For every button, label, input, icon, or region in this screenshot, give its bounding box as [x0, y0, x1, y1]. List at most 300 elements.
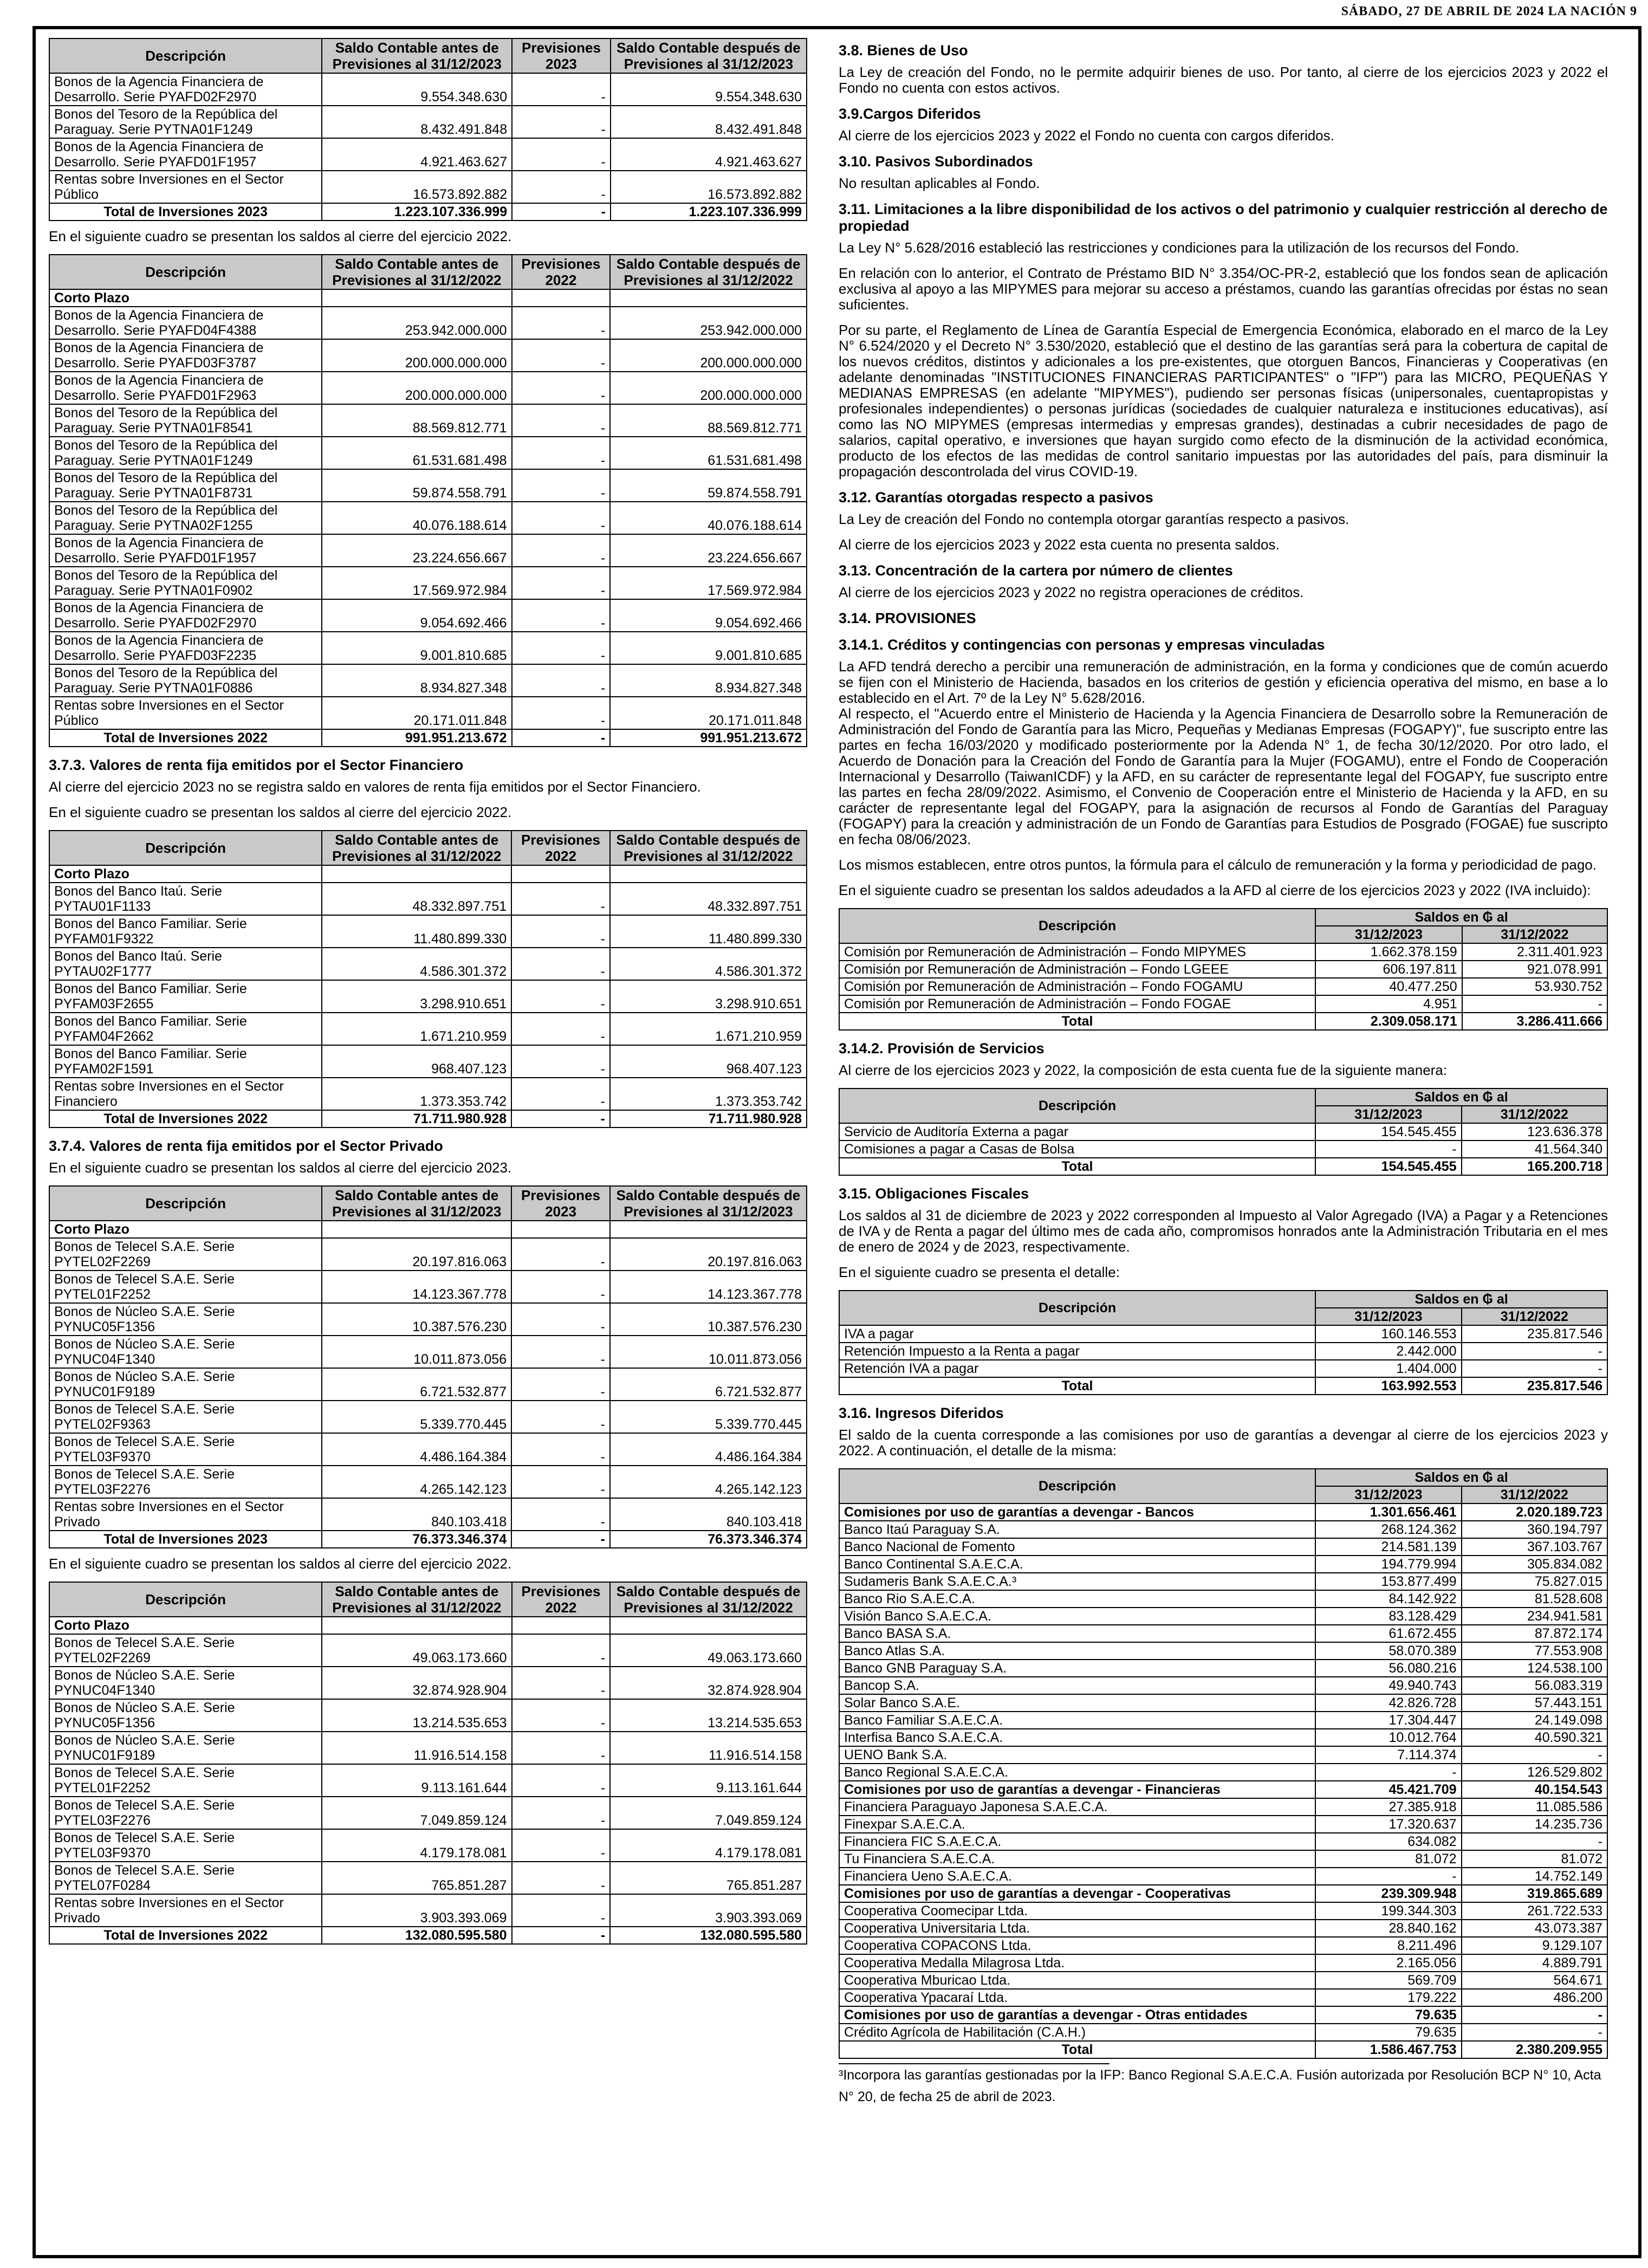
table-private-sector-2022	[49, 1582, 807, 1945]
column-header: Descripción	[49, 1186, 322, 1221]
table-cell: 40.154.543	[1462, 1781, 1607, 1798]
table-cell: 77.553.908	[1462, 1642, 1607, 1660]
section-heading-3-10: 3.10. Pasivos Subordinados	[839, 153, 1033, 170]
table-cell: Bonos del Tesoro de la República del Paraguay. Serie PYTNA01F8541	[49, 404, 322, 437]
table-cell: -	[512, 307, 611, 339]
total-cell: 1.586.467.753	[1315, 2041, 1461, 2058]
section-heading-3-12: 3.12. Garantías otorgadas respecto a pasivos	[839, 489, 1153, 506]
table-cell: 8.432.491.848	[611, 106, 807, 138]
table-row	[839, 1608, 1607, 1625]
table-cell: 53.930.752	[1462, 978, 1607, 995]
table-cell: 17.320.637	[1315, 1816, 1461, 1833]
table-cell: Financiera FIC S.A.E.C.A.	[839, 1833, 1315, 1850]
table-cell: -	[511, 883, 610, 915]
table-cell: 83.128.429	[1315, 1608, 1461, 1625]
data-table	[839, 908, 1608, 1031]
table-cell: 81.072	[1315, 1850, 1461, 1868]
paragraph: La Ley N° 5.628/2016 estableció las restricciones y condiciones para la utilización de los recursos del Fondo.	[839, 239, 1520, 256]
table-row	[839, 1325, 1607, 1343]
table-row	[839, 1123, 1607, 1141]
table-row	[839, 1954, 1607, 1972]
table-cell: 17.569.972.984	[322, 567, 511, 599]
table-cell: 840.103.418	[610, 1498, 807, 1531]
table-row	[49, 1013, 807, 1045]
column-header-date-2023: 31/12/2023	[1315, 926, 1462, 943]
table-cell: Tu Financiera S.A.E.C.A.	[839, 1850, 1315, 1868]
column-header-group: Saldos en ₲ al	[1315, 1088, 1607, 1106]
table-cell: -	[512, 1797, 611, 1829]
table-cell: 253.942.000.000	[322, 307, 511, 339]
table-header-row	[49, 831, 807, 865]
table-row	[839, 1141, 1607, 1158]
table-cell: 569.709	[1315, 1972, 1461, 1989]
table-row	[49, 171, 807, 203]
paragraph: Los mismos establecen, entre otros puntos, la fórmula para el cálculo de remuneración y la forma y periodicidad de pago.	[839, 857, 1597, 873]
table-row	[839, 1521, 1607, 1538]
table-cell: IVA a pagar	[839, 1325, 1315, 1343]
table-row	[839, 1746, 1607, 1764]
table-cell: 4.921.463.627	[611, 138, 807, 171]
table-cell: 765.851.287	[322, 1862, 511, 1894]
table-cell: 634.082	[1315, 1833, 1461, 1850]
table-cell: -	[512, 1699, 611, 1732]
column-header-group: Saldos en ₲ al	[1315, 1291, 1607, 1308]
table-header-row	[839, 909, 1607, 926]
table-cell: -	[511, 1336, 610, 1368]
section-heading-3-11: 3.11. Limitaciones a la libre disponibilidad de los activos o del patrimonio y cualquier restricción al derecho de propiedad	[839, 201, 1608, 234]
table-cell: 10.387.576.230	[610, 1303, 807, 1336]
table-cell: Rentas sobre Inversiones en el Sector Público	[49, 171, 322, 203]
table-header-row	[49, 255, 807, 289]
paragraph: Al cierre del ejercicio 2023 no se registra saldo en valores de renta fija emitidos por el Sector Financiero.	[49, 779, 701, 795]
table-cell: Comisiones a pagar a Casas de Bolsa	[839, 1141, 1315, 1158]
table-row	[839, 1573, 1607, 1590]
table-cell: Banco Regional S.A.E.C.A.	[839, 1764, 1315, 1781]
table-cell: 45.421.709	[1315, 1781, 1461, 1798]
total-cell: 991.951.213.672	[610, 729, 807, 747]
empty-cell	[610, 865, 807, 883]
table-cell: 5.339.770.445	[322, 1401, 511, 1433]
column-header: Descripción	[49, 831, 322, 865]
table-row	[839, 943, 1607, 961]
table-cell: 56.080.216	[1315, 1660, 1461, 1677]
table-cell: -	[512, 437, 611, 469]
table-cell: -	[511, 1401, 610, 1433]
table-row	[49, 948, 807, 980]
column-header: Previsiones 2022	[511, 831, 610, 865]
table-cell: Comisiones por uso de garantías a devengar - Otras entidades	[839, 2006, 1315, 2024]
table-row	[839, 1798, 1607, 1816]
table-cell: 11.480.899.330	[322, 915, 511, 948]
total-cell: Total	[839, 1158, 1315, 1175]
table-row	[49, 632, 807, 664]
table-cell: 61.531.681.498	[322, 437, 511, 469]
section-heading-3-15: 3.15. Obligaciones Fiscales	[839, 1185, 1029, 1202]
table-row	[839, 1937, 1607, 1954]
table-cell: Comisión por Remuneración de Administración – Fondo FOGAE	[839, 995, 1315, 1013]
table-cell: 123.636.378	[1462, 1123, 1607, 1141]
table-cell: Banco Atlas S.A.	[839, 1642, 1315, 1660]
table-row	[839, 1694, 1607, 1712]
table-cell: Bonos del Banco Familiar. Serie PYFAM03F2655	[49, 980, 322, 1013]
table-cell: Visión Banco S.A.E.C.A.	[839, 1608, 1315, 1625]
table-cell: -	[512, 1894, 611, 1927]
table-row	[49, 883, 807, 915]
table-cell: Banco GNB Paraguay S.A.	[839, 1660, 1315, 1677]
table-cell: 4.889.791	[1462, 1954, 1607, 1972]
column-header: Saldo Contable después de Previsiones al 31/12/2022	[610, 831, 807, 865]
table-cell: Bonos del Tesoro de la República del Paraguay. Serie PYTNA01F0886	[49, 664, 322, 697]
table-cell: 24.149.098	[1462, 1712, 1607, 1729]
table-cell: Comisión por Remuneración de Administración – Fondo FOGAMU	[839, 978, 1315, 995]
table-cell: 79.635	[1315, 2006, 1461, 2024]
table-cell: Cooperativa COPACONS Ltda.	[839, 1937, 1315, 1954]
paragraph: En el siguiente cuadro se presentan los saldos adeudados a la AFD al cierre de los ejercicios 2023 y 2022 (IVA incluido):	[839, 882, 1591, 898]
table-cell: 9.554.348.630	[322, 73, 512, 106]
table-row	[839, 1712, 1607, 1729]
table-afd-remuneration	[839, 908, 1608, 1031]
table-cell: -	[512, 1634, 611, 1667]
column-header: Saldo Contable después de Previsiones al 31/12/2022	[610, 255, 807, 289]
table-cell: -	[512, 599, 611, 632]
table-cell: 235.817.546	[1462, 1325, 1607, 1343]
table-row	[839, 1816, 1607, 1833]
total-row	[839, 1158, 1607, 1175]
section-heading-3-14-1: 3.14.1. Créditos y contingencias con personas y empresas vinculadas	[839, 637, 1325, 653]
table-cell: Bonos de Telecel S.A.E. Serie PYTEL01F2252	[49, 1271, 322, 1303]
table-cell: 3.298.910.651	[322, 980, 511, 1013]
total-cell: Total de Inversiones 2023	[49, 203, 322, 221]
table-cell: 14.123.367.778	[322, 1271, 511, 1303]
table-cell: 6.721.532.877	[322, 1368, 511, 1401]
total-row	[49, 729, 807, 747]
table-cell: 17.304.447	[1315, 1712, 1461, 1729]
table-cell: Bonos del Banco Itaú. Serie PYTAU02F1777	[49, 948, 322, 980]
table-cell: 606.197.811	[1315, 961, 1462, 978]
empty-cell	[322, 1221, 511, 1238]
table-cell: 4.586.301.372	[610, 948, 807, 980]
table-cell: 2.165.056	[1315, 1954, 1461, 1972]
table-cell: Bonos del Tesoro de la República del Paraguay. Serie PYTNA01F1249	[49, 437, 322, 469]
table-cell: 179.222	[1315, 1989, 1461, 2006]
table-cell: 153.877.499	[1315, 1573, 1461, 1590]
table-cell: 11.916.514.158	[610, 1732, 807, 1764]
empty-cell	[322, 289, 511, 307]
paragraph: El saldo de la cuenta corresponde a las comisiones por uso de garantías a devengar al cierre de los ejercicios 2023 y 2022. A continuación, el detalle de la misma:	[839, 1427, 1608, 1459]
table-cell: Solar Banco S.A.E.	[839, 1694, 1315, 1712]
table-cell: Bonos de Núcleo S.A.E. Serie PYNUC04F1340	[49, 1667, 322, 1699]
table-cell: 40.590.321	[1462, 1729, 1607, 1746]
column-header-group: Saldos en ₲ al	[1315, 1469, 1607, 1486]
table-row	[49, 664, 807, 697]
table-cell: 40.076.188.614	[322, 502, 511, 534]
total-cell: 2.380.209.955	[1462, 2041, 1607, 2058]
table-row	[49, 307, 807, 339]
table-cell: 16.573.892.882	[322, 171, 512, 203]
table-cell: 199.344.303	[1315, 1902, 1461, 1920]
column-header: Saldo Contable antes de Previsiones al 31/12/2022	[322, 1582, 511, 1617]
total-cell: 76.373.346.374	[610, 1531, 807, 1548]
table-cell: 59.874.558.791	[610, 469, 807, 502]
column-header: Saldo Contable antes de Previsiones al 31/12/2022	[322, 255, 511, 289]
table-cell: 1.373.353.742	[322, 1078, 511, 1110]
table-cell: 23.224.656.667	[610, 534, 807, 567]
table-cell: Rentas sobre Inversiones en el Sector Financiero	[49, 1078, 322, 1110]
table-cell: -	[511, 1466, 610, 1498]
table-cell: Banco Itaú Paraguay S.A.	[839, 1521, 1315, 1538]
table-row	[49, 1894, 807, 1927]
total-cell: Total de Inversiones 2023	[49, 1531, 322, 1548]
paragraph: Al cierre de los ejercicios 2023 y 2022 esta cuenta no presenta saldos.	[839, 536, 1280, 553]
table-cell: 32.874.928.904	[610, 1667, 807, 1699]
table-cell: Rentas sobre Inversiones en el Sector Privado	[49, 1498, 322, 1531]
total-row	[49, 1927, 807, 1944]
table-row	[839, 1920, 1607, 1937]
table-cell: 40.076.188.614	[610, 502, 807, 534]
table-row	[49, 599, 807, 632]
table-cell: 486.200	[1462, 1989, 1607, 2006]
table-row	[839, 1781, 1607, 1798]
table-row	[49, 1732, 807, 1764]
total-cell: Total	[839, 1013, 1315, 1030]
column-header-description: Descripción	[839, 909, 1315, 943]
table-cell: Bonos de Telecel S.A.E. Serie PYTEL03F9370	[49, 1829, 322, 1862]
section-heading-3-16: 3.16. Ingresos Diferidos	[839, 1405, 1004, 1421]
table-cell: -	[511, 1368, 610, 1401]
table-cell: 968.407.123	[610, 1045, 807, 1078]
table-cell: 14.235.736	[1462, 1816, 1607, 1833]
table-cell: Bonos de Telecel S.A.E. Serie PYTEL01F2252	[49, 1764, 322, 1797]
table-row	[49, 437, 807, 469]
table-row	[839, 1660, 1607, 1677]
table-cell: 1.373.353.742	[610, 1078, 807, 1110]
table-cell: -	[511, 1433, 610, 1466]
table-cell: 42.826.728	[1315, 1694, 1461, 1712]
column-header-date-2022: 31/12/2022	[1462, 1486, 1607, 1504]
table-cell: 319.865.689	[1462, 1885, 1607, 1902]
empty-cell	[610, 1221, 807, 1238]
table-cell: 1.301.656.461	[1315, 1504, 1461, 1521]
table-cell: 268.124.362	[1315, 1521, 1461, 1538]
table-header-row	[839, 1291, 1607, 1308]
table-cell: Bonos del Banco Familiar. Serie PYFAM04F2662	[49, 1013, 322, 1045]
table-cell: 2.311.401.923	[1462, 943, 1607, 961]
table-cell: 10.012.764	[1315, 1729, 1461, 1746]
table-cell: Banco BASA S.A.	[839, 1625, 1315, 1642]
table-row	[839, 1729, 1607, 1746]
table-cell: Bonos de la Agencia Financiera de Desarrollo. Serie PYAFD01F1957	[49, 138, 322, 171]
table-cell: 28.840.162	[1315, 1920, 1461, 1937]
table-cell: 79.635	[1315, 2024, 1461, 2041]
page-header: SÁBADO, 27 DE ABRIL DE 2024 LA NACIÓN 9	[1341, 4, 1637, 18]
column-header: Previsiones 2023	[512, 38, 611, 73]
column-header: Previsiones 2022	[512, 1582, 611, 1617]
section-heading-3-14-2: 3.14.2. Provisión de Servicios	[839, 1040, 1044, 1057]
table-cell: 10.011.873.056	[322, 1336, 511, 1368]
table-cell: 239.309.948	[1315, 1885, 1461, 1902]
table-cell: 4.586.301.372	[322, 948, 511, 980]
table-cell: -	[512, 1764, 611, 1797]
section-row	[49, 1221, 807, 1238]
paragraph: La Ley de creación del Fondo, no le permite adquirir bienes de uso. Por tanto, al cierre de los ejercicios 2023 y 2022 el Fondo no cuenta con estos activos.	[839, 64, 1608, 96]
total-cell: Total	[839, 1377, 1315, 1395]
table-cell: 8.432.491.848	[322, 106, 512, 138]
table-row	[49, 1045, 807, 1078]
table-cell: 4.179.178.081	[610, 1829, 807, 1862]
table-cell: 6.721.532.877	[610, 1368, 807, 1401]
table-cell: 194.779.994	[1315, 1556, 1461, 1573]
footnote-text: ³Incorpora las garantías gestionadas por la IFP: Banco Regional S.A.E.C.A. Fusión autorizada por Resolución BCP N° 10, Acta N° 20, de fecha 25 de abril de 2023.	[839, 2068, 1601, 2104]
total-cell: -	[512, 203, 611, 221]
table-row	[839, 1850, 1607, 1868]
paragraph: En relación con lo anterior, el Contrato de Préstamo BID N° 3.354/OC-PR-2, estableció que los fondos sean de aplicación exclusiva al apoyo a las MIPYMES para mejorar su acceso a préstamos, cuando las garantías ofrecidas por éstas no sean suficientes.	[839, 265, 1608, 313]
table-cell: 43.073.387	[1462, 1920, 1607, 1937]
table-row	[49, 1797, 807, 1829]
table-cell: Comisiones por uso de garantías a devengar - Bancos	[839, 1504, 1315, 1521]
right-column	[839, 33, 1608, 2108]
table-row	[49, 1336, 807, 1368]
table-cell: -	[1315, 1764, 1461, 1781]
table-row	[839, 1677, 1607, 1694]
table-row	[49, 469, 807, 502]
table-row	[49, 1078, 807, 1110]
table-private-sector-2023	[49, 1185, 807, 1548]
column-header: Saldo Contable antes de Previsiones al 31/12/2022	[322, 831, 511, 865]
table-cell: 2.020.189.723	[1462, 1504, 1607, 1521]
table-cell: Rentas sobre Inversiones en el Sector Público	[49, 697, 322, 729]
table-cell: Bonos de la Agencia Financiera de Desarrollo. Serie PYAFD02F2970	[49, 73, 322, 106]
table-cell: Cooperativa Universitaria Ltda.	[839, 1920, 1315, 1937]
table-cell: -	[1315, 1868, 1461, 1885]
section-heading-3-14: 3.14. PROVISIONES	[839, 610, 976, 626]
table-cell: Bonos de Telecel S.A.E. Serie PYTEL07F0284	[49, 1862, 322, 1894]
table-cell: 7.114.374	[1315, 1746, 1461, 1764]
table-cell: 81.528.608	[1462, 1590, 1607, 1608]
table-header-row	[49, 38, 807, 73]
table-cell: 58.070.389	[1315, 1642, 1461, 1660]
table-cell: -	[512, 1667, 611, 1699]
table-cell: -	[1462, 995, 1607, 1013]
table-row	[839, 1625, 1607, 1642]
table-cell: -	[511, 1238, 610, 1271]
table-cell: Bonos del Tesoro de la República del Paraguay. Serie PYTNA01F8731	[49, 469, 322, 502]
table-cell: 59.874.558.791	[322, 469, 511, 502]
table-row	[49, 1271, 807, 1303]
table-cell: -	[511, 1045, 610, 1078]
table-cell: 40.477.250	[1315, 978, 1462, 995]
total-cell: Total de Inversiones 2022	[49, 1110, 322, 1127]
column-header-group: Saldos en ₲ al	[1315, 909, 1607, 926]
table-row	[49, 138, 807, 171]
table-cell: 17.569.972.984	[610, 567, 807, 599]
table-cell: Financiera Paraguayo Japonesa S.A.E.C.A.	[839, 1798, 1315, 1816]
table-cell: Bonos de Núcleo S.A.E. Serie PYNUC01F9189	[49, 1732, 322, 1764]
column-header: Saldo Contable antes de Previsiones al 31/12/2023	[322, 38, 512, 73]
table-row	[839, 995, 1607, 1013]
column-header-date-2022: 31/12/2022	[1462, 1106, 1607, 1123]
table-row	[49, 73, 807, 106]
table-cell: Bonos de Núcleo S.A.E. Serie PYNUC05F1356	[49, 1303, 322, 1336]
table-cell: Comisión por Remuneración de Administración – Fondo LGEEE	[839, 961, 1315, 978]
table-cell: 9.054.692.466	[610, 599, 807, 632]
total-row	[49, 1110, 807, 1127]
table-cell: 48.332.897.751	[610, 883, 807, 915]
table-cell: 7.049.859.124	[610, 1797, 807, 1829]
table-cell: 10.011.873.056	[610, 1336, 807, 1368]
total-cell: 991.951.213.672	[322, 729, 511, 747]
table-cell: -	[512, 138, 611, 171]
table-cell: 4.486.164.384	[610, 1433, 807, 1466]
table-cell: -	[1315, 1141, 1461, 1158]
section-label: Corto Plazo	[49, 1617, 322, 1634]
table-cell: 921.078.991	[1462, 961, 1607, 978]
table-row	[49, 1862, 807, 1894]
data-table	[49, 254, 807, 747]
column-header: Saldo Contable después de Previsiones al 31/12/2023	[610, 1186, 807, 1221]
table-cell: 49.063.173.660	[322, 1634, 511, 1667]
table-cell: 1.404.000	[1315, 1360, 1461, 1377]
table-cell: 253.942.000.000	[610, 307, 807, 339]
empty-cell	[322, 865, 511, 883]
table-cell: 200.000.000.000	[610, 339, 807, 372]
table-cell: Rentas sobre Inversiones en el Sector Privado	[49, 1894, 322, 1927]
table-row	[839, 1590, 1607, 1608]
table-cell: 75.827.015	[1462, 1573, 1607, 1590]
data-table	[839, 1468, 1608, 2059]
table-cell: 214.581.139	[1315, 1538, 1461, 1556]
table-cell: Bonos de la Agencia Financiera de Desarrollo. Serie PYAFD03F3787	[49, 339, 322, 372]
table-cell: Bonos de la Agencia Financiera de Desarrollo. Serie PYAFD03F2235	[49, 632, 322, 664]
section-row	[49, 289, 807, 307]
table-row	[49, 1634, 807, 1667]
column-header: Previsiones 2023	[511, 1186, 610, 1221]
column-header: Descripción	[49, 38, 322, 73]
table-row	[49, 502, 807, 534]
table-cell: 305.834.082	[1462, 1556, 1607, 1573]
table-cell: -	[511, 1498, 610, 1531]
table-row	[49, 106, 807, 138]
total-cell: 3.286.411.666	[1462, 1013, 1607, 1030]
table-cell: 360.194.797	[1462, 1521, 1607, 1538]
table-cell: Cooperativa Medalla Milagrosa Ltda.	[839, 1954, 1315, 1972]
empty-cell	[512, 1617, 611, 1634]
table-row	[49, 567, 807, 599]
table-cell: Banco Nacional de Fomento	[839, 1538, 1315, 1556]
column-header-description: Descripción	[839, 1291, 1315, 1325]
table-cell: 10.387.576.230	[322, 1303, 511, 1336]
table-cell: 200.000.000.000	[610, 372, 807, 404]
table-cell: 13.214.535.653	[322, 1699, 511, 1732]
table-row	[839, 1764, 1607, 1781]
table-cell: -	[512, 404, 611, 437]
column-header: Descripción	[49, 255, 322, 289]
empty-cell	[610, 1617, 807, 1634]
total-cell: 154.545.455	[1315, 1158, 1461, 1175]
table-cell: Bonos de Telecel S.A.E. Serie PYTEL02F9363	[49, 1401, 322, 1433]
table-row	[49, 1699, 807, 1732]
table-cell: -	[512, 664, 611, 697]
table-cell: Bonos de Telecel S.A.E. Serie PYTEL03F9370	[49, 1433, 322, 1466]
table-row	[49, 1498, 807, 1531]
table-cell: -	[1462, 1746, 1607, 1764]
table-cell: 234.941.581	[1462, 1608, 1607, 1625]
table-row	[839, 2006, 1607, 2024]
table-cell: 9.001.810.685	[610, 632, 807, 664]
table-row	[839, 1360, 1607, 1377]
total-cell: Total de Inversiones 2022	[49, 729, 322, 747]
table-cell: 11.916.514.158	[322, 1732, 511, 1764]
column-header: Saldo Contable antes de Previsiones al 31/12/2023	[322, 1186, 511, 1221]
